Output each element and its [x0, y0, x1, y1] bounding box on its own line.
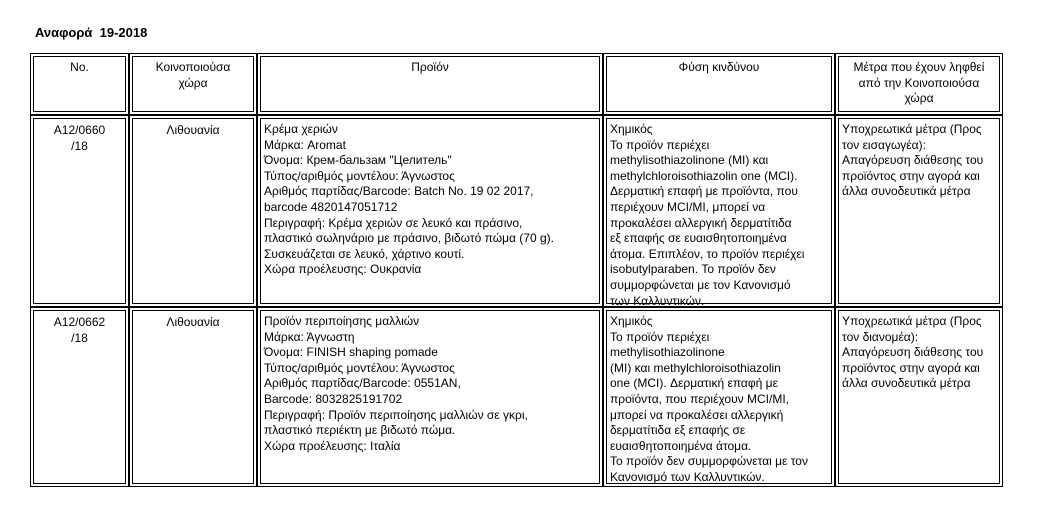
- product-line: Περιγραφή: Κρέμα χεριών σε λευκό και πράσινο,: [264, 215, 523, 230]
- header-measures-line: χώρα: [904, 91, 934, 106]
- hazard-line: προϊόντα, που περιέχουν MCI/MI,: [610, 391, 789, 406]
- hazard-line: των Καλλυντικών.: [610, 293, 705, 308]
- report-title: Αναφορά 19-2018: [35, 25, 148, 40]
- cell-measures: [835, 307, 1003, 487]
- product-line: Προϊόν περιποίησης μαλλιών: [264, 314, 420, 328]
- hazard-line: Δερματική επαφή με προϊόντα, που: [610, 184, 798, 199]
- measures-line: τον εισαγωγέα):: [842, 137, 926, 152]
- table-header-row: [30, 53, 1003, 115]
- product-line: Τύπος/αριθμός μοντέλου: Άγνωστος: [264, 168, 455, 183]
- hazard-line: Κανονισμό των Καλλυντικών.: [610, 469, 765, 484]
- product-line: Αριθμός παρτίδας/Barcode: Batch No. 19 02 2017,: [264, 184, 534, 199]
- product-line: Barcode: 8032825191702: [264, 391, 403, 406]
- hazard-line: δερματίτιδα εξ επαφής σε: [610, 423, 746, 438]
- table-row: [30, 115, 1003, 307]
- measures-line: τον διανομέα):: [842, 329, 919, 344]
- hazard-line: συμμορφώνεται με τον Κανονισμό: [610, 277, 791, 292]
- product-line: Κρέμα χεριών: [264, 122, 338, 136]
- hazard-line: isobutylparaben. Το προϊόν δεν: [610, 262, 776, 277]
- product-line: πλαστικό σωληνάριο με πράσινο, βιδωτό πώμα (70 g).: [264, 231, 554, 246]
- cell-no: [30, 115, 129, 307]
- hazard-line: άτομα. Επιπλέον, το προϊόν περιέχει: [610, 246, 805, 261]
- header-product: [257, 53, 603, 115]
- hazard-line: Το προϊόν δεν συμμορφώνεται με τον: [610, 454, 808, 469]
- hazard-line: Το προϊόν περιέχει: [610, 329, 710, 344]
- product-line: Συσκευάζεται σε λευκό, χάρτινο κουτί.: [264, 246, 465, 261]
- cell-country: [129, 115, 257, 307]
- measures-line: προϊόντος στην αγορά και: [842, 360, 980, 375]
- header-measures: [835, 53, 1003, 115]
- cell-measures: [835, 115, 1003, 307]
- hazard-line: Χημικός: [610, 314, 653, 328]
- product-line: Όνομα: FINISH shaping pomade: [264, 345, 438, 360]
- product-line: Όνομα: Крем-бальзам "Целитель": [264, 153, 452, 168]
- product-line: Τύπος/αριθμός μοντέλου: Άγνωστος: [264, 360, 455, 375]
- hazard-line: ευαισθητοποιημένα άτομα.: [610, 438, 752, 453]
- hazard-line: methylisothiazolinone (MI) και: [610, 153, 769, 168]
- notifying-country: Λιθουανία: [166, 315, 220, 329]
- measures-line: Υποχρεωτικά μέτρα (Προς: [842, 314, 982, 328]
- measures-line: Απαγόρευση διάθεσης του: [842, 153, 984, 168]
- cell-hazard: [603, 307, 835, 487]
- header-hazard-label: Φύση κινδύνου: [678, 60, 760, 74]
- header-no-label: No.: [70, 60, 89, 74]
- hazard-line: εξ επαφής σε ευαισθητοποιημένα: [610, 231, 787, 246]
- header-country-line: Κοινοποιούσα: [155, 60, 231, 74]
- hazard-line: one (MCI). Δερματική επαφή με: [610, 376, 778, 391]
- cell-no: [30, 307, 129, 487]
- header-no: [30, 53, 129, 115]
- hazard-line: μπορεί να προκαλέσει αλλεργική: [610, 407, 784, 422]
- product-line: Αριθμός παρτίδας/Barcode: 0551AN,: [264, 376, 461, 391]
- notifying-country: Λιθουανία: [166, 123, 220, 137]
- measures-line: Απαγόρευση διάθεσης του: [842, 345, 984, 360]
- product-line: Μάρκα: Aromat: [264, 137, 346, 152]
- notification-number: A12/0662: [53, 315, 106, 329]
- product-line: πλαστικό περιέκτη με βιδωτό πώμα.: [264, 423, 456, 438]
- product-line: barcode 4820147051712: [264, 199, 398, 214]
- notification-number: A12/0660: [53, 123, 106, 137]
- notifications-table: [30, 53, 1003, 487]
- header-product-label: Προϊόν: [411, 60, 449, 74]
- hazard-line: (MI) και methylchloroisothiazolin: [610, 360, 781, 375]
- product-line: Χώρα προέλευσης: Ουκρανία: [264, 262, 422, 277]
- header-measures-line: Μέτρα που έχουν ληφθεί: [853, 60, 985, 74]
- measures-line: άλλα συνοδευτικά μέτρα: [842, 376, 971, 391]
- measures-line: προϊόντος στην αγορά και: [842, 168, 980, 183]
- hazard-line: methylchloroisothiazolin one (MCI).: [610, 168, 798, 183]
- hazard-line: Χημικός: [610, 122, 653, 136]
- product-line: Χώρα προέλευσης: Ιταλία: [264, 438, 401, 453]
- cell-country: [129, 307, 257, 487]
- cell-hazard: [603, 115, 835, 307]
- table-row: [30, 307, 1003, 487]
- measures-line: Υποχρεωτικά μέτρα (Προς: [842, 122, 982, 136]
- measures-line: άλλα συνοδευτικά μέτρα: [842, 184, 971, 199]
- notification-number-suffix: /18: [71, 330, 88, 345]
- hazard-line: methylisothiazolinone: [610, 345, 725, 360]
- header-country: [129, 53, 257, 115]
- cell-product: [257, 307, 603, 487]
- header-measures-line: από την Κοινοποιούσα: [858, 75, 980, 90]
- hazard-line: Το προϊόν περιέχει: [610, 137, 710, 152]
- hazard-line: προκαλέσει αλλεργική δερματίτιδα: [610, 215, 792, 230]
- product-line: Περιγραφή: Προϊόν περιποίησης μαλλιών σε γκρι,: [264, 407, 528, 422]
- header-country-line: χώρα: [178, 75, 208, 90]
- hazard-line: περιέχουν MCI/MI, μπορεί να: [610, 199, 766, 214]
- header-hazard: [603, 53, 835, 115]
- product-line: Μάρκα: Άγνωστη: [264, 329, 355, 344]
- cell-product: [257, 115, 603, 307]
- notification-number-suffix: /18: [71, 138, 88, 153]
